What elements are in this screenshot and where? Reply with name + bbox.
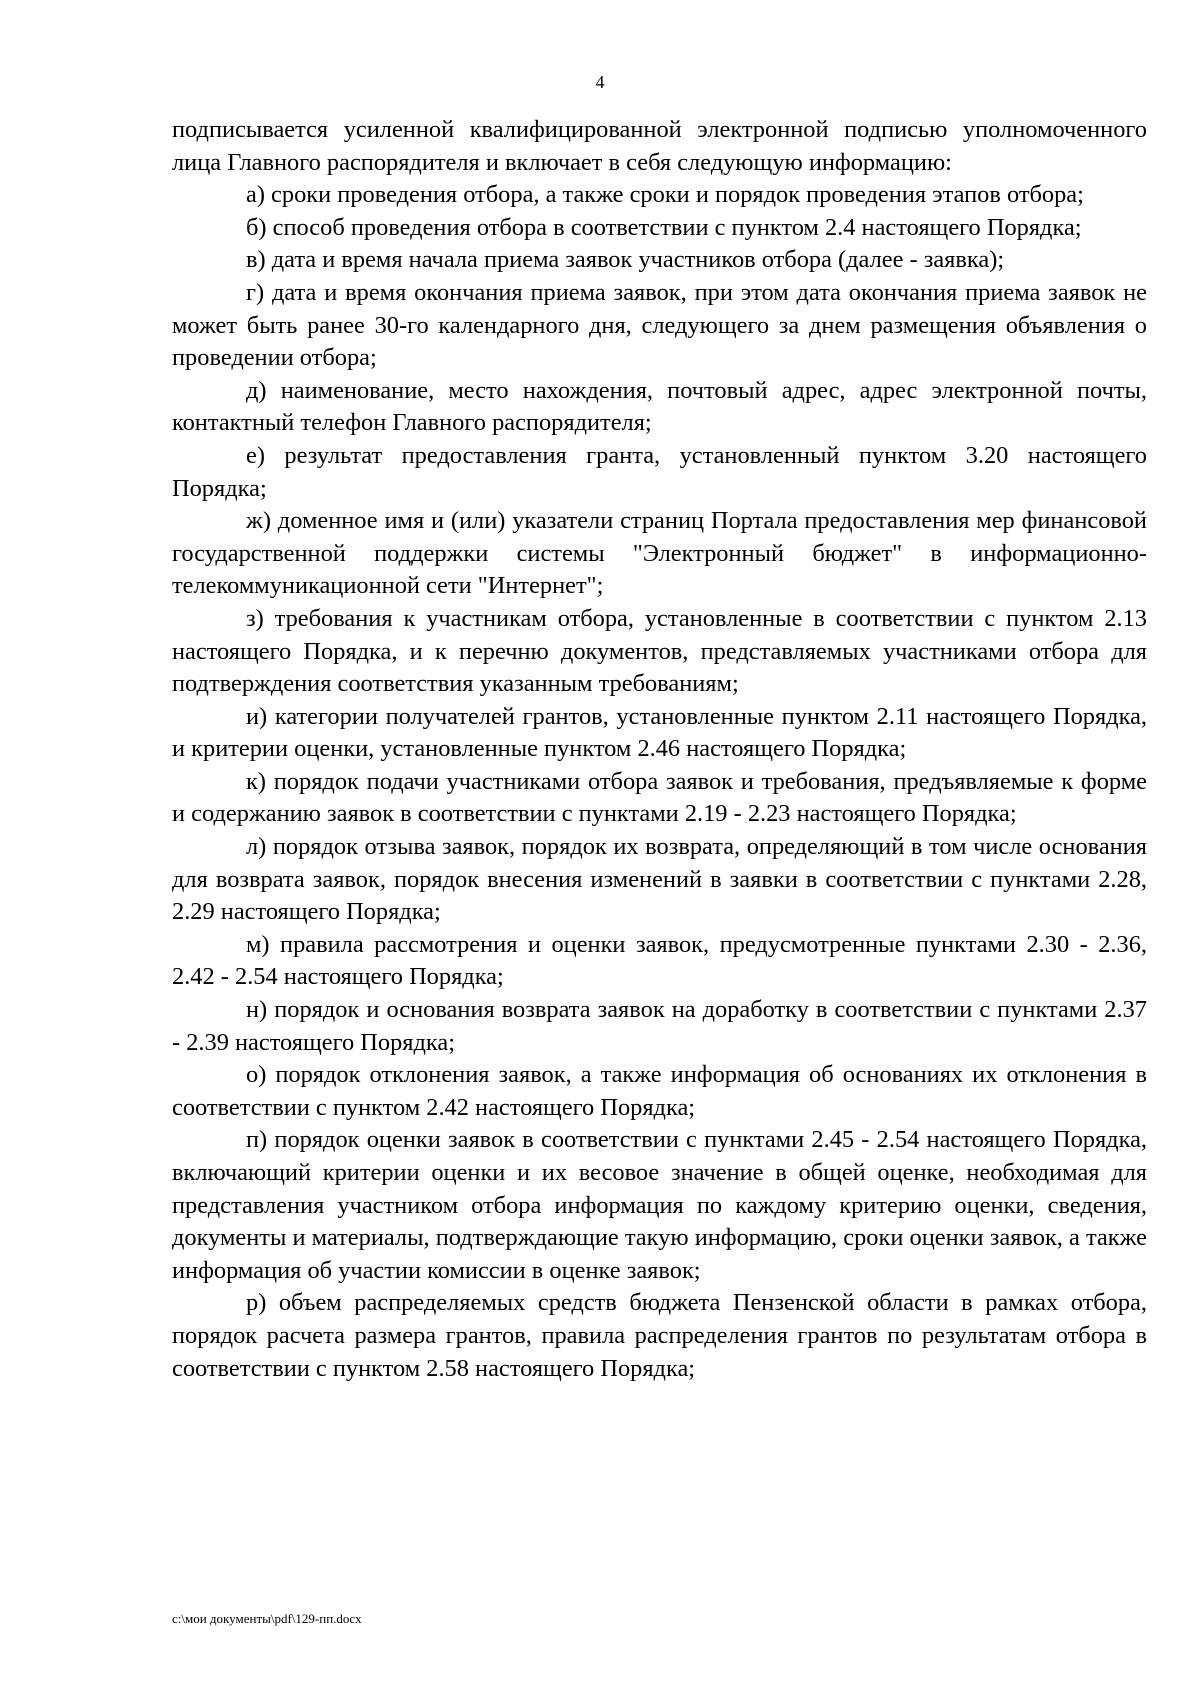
paragraph-item-e: е) результат предоставления гранта, установленный пунктом 3.20 настоящего Порядка; xyxy=(172,441,1147,502)
paragraph-item-zh: ж) доменное имя и (или) указатели страниц Портала предоставления мер финансовой государственной поддержки системы "Электронный бюджет" в информационно-телекоммуникационной сети "Интернет"; xyxy=(172,507,1147,600)
document-body xyxy=(172,114,1147,1385)
paragraph-item-a: а) сроки проведения отбора, а также сроки и порядок проведения этапов отбора; xyxy=(246,181,1084,209)
paragraph-item-o: о) порядок отклонения заявок, а также информация об основаниях их отклонения в соответствии с пунктом 2.42 настоящего Порядка; xyxy=(172,1061,1147,1121)
paragraph-item-d: д) наименование, место нахождения, почтовый адрес, адрес электронной почты, контактный телефон Главного распорядителя; xyxy=(172,376,1147,437)
paragraph-item-i: и) категории получателей грантов, установленные пунктом 2.11 настоящего Порядка, и критерии оценки, установленные пунктом 2.46 настоящего Порядка; xyxy=(172,702,1147,763)
paragraph-item-n: н) порядок и основания возврата заявок на доработку в соответствии с пунктами 2.37 - 2.39 настоящего Порядка; xyxy=(172,996,1147,1056)
paragraph-item-m: м) правила рассмотрения и оценки заявок, предусмотренные пунктами 2.30 - 2.36, 2.42 - 2.54 настоящего Порядка; xyxy=(172,930,1147,991)
paragraph-item-v: в) дата и время начала приема заявок участников отбора (далее - заявка); xyxy=(246,246,1005,274)
paragraph-item-k: к) порядок подачи участниками отбора заявок и требования, предъявляемые к форме и содержанию заявок в соответствии с пунктами 2.19 - 2.23 настоящего Порядка; xyxy=(172,767,1147,828)
paragraph-item-z: з) требования к участникам отбора, установленные в соответствии с пунктом 2.13 настоящего Порядка, и к перечню документов, представляемых участниками отбора для подтверждения соответствия указанным требованиям; xyxy=(172,604,1147,698)
paragraph-item-b: б) способ проведения отбора в соответствии с пунктом 2.4 настоящего Порядка; xyxy=(246,213,1082,241)
paragraph-item-g: г) дата и время окончания приема заявок, при этом дата окончания приема заявок не может быть ранее 30-го календарного дня, следующего за днем размещения объявления о проведении отбора; xyxy=(172,278,1147,372)
paragraph-item-l: л) порядок отзыва заявок, порядок их возврата, определяющий в том числе основания для возврата заявок, порядок внесения изменений в заявки в соответствии с пунктами 2.28, 2.29 настоящего Порядка; xyxy=(172,833,1147,926)
paragraph-item-r: р) объем распределяемых средств бюджета Пензенской области в рамках отбора, порядок расчета размера грантов, правила распределения грантов по результатам отбора в соответствии с пунктом 2.58 настоящего Порядка; xyxy=(172,1289,1147,1382)
page-number: 4 xyxy=(595,72,605,92)
paragraph-item-p: п) порядок оценки заявок в соответствии с пунктами 2.45 - 2.54 настоящего Порядка, включающий критерии оценки и их весовое значение в общей оценке, необходимая для представления участником отбора информация по каждому критерию оценки, сведения, документы и материалы, подтверждающие такую информацию, сроки оценки заявок, а также информация об участии комиссии в оценке заявок; xyxy=(172,1126,1147,1284)
footer-file-path: c:\мои документы\pdf\129-пп.docx xyxy=(172,1611,362,1626)
paragraph: подписывается усиленной квалифицированной электронной подписью уполномоченного лица Главного распорядителя и включает в себя следующую информацию: xyxy=(172,116,1147,176)
